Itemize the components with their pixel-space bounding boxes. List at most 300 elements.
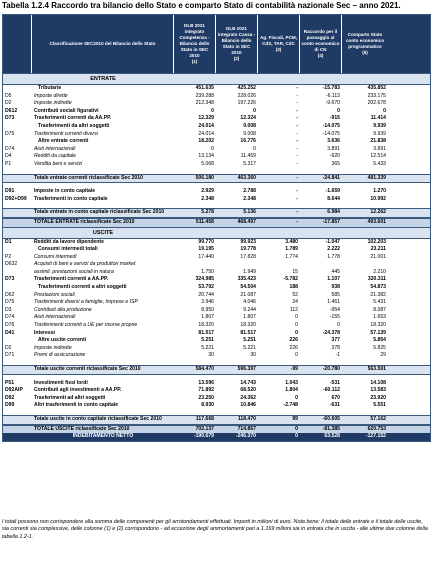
value-col3: 0 [295,433,298,440]
total-row [3,365,430,375]
value-col4: 585 [331,291,340,298]
row-label: Totale entrate correnti riclassificate Sec 2010 [34,174,143,181]
value-col3: - [296,188,298,195]
table-row [3,330,430,338]
value-col2: 0 [253,107,256,114]
value-col4: -620 [329,153,340,160]
table-row [3,123,430,131]
row-code: D4 [5,153,12,160]
row-label: Imposte dirette [34,92,68,99]
value-col3: 226 [289,344,298,351]
value-col1: 212.348 [195,100,214,107]
value-col5: -127.152 [365,433,386,440]
value-col2: 5.136 [243,209,256,216]
value-col3: 112 [289,306,298,313]
value-col2: 463.360 [237,174,256,181]
table-row [3,395,430,403]
table-row [3,153,430,161]
value-col1: 506.180 [195,174,214,181]
value-col2: 0 [253,145,256,152]
row-label: Consumi intermedi totali [38,246,98,253]
value-col3: - [296,107,298,114]
row-label: TOTALE USCITE riclassificate Sec 2010 [34,425,130,432]
value-col5: 620.753 [367,425,386,432]
row-label: Trasferimenti diversi a famiglie, Imprese e ISP [34,299,138,306]
value-col4: 378 [331,344,340,351]
value-col1: 324.985 [195,276,214,283]
value-col5: 320.311 [367,276,386,283]
row-code: D612 [5,107,18,114]
row-label: Acquisti di beni e servizi da produttori market [34,261,136,268]
value-col2: 81.517 [240,329,256,336]
table-row [3,402,430,410]
row-label: Trasferimenti correnti a AA.PP. [34,276,109,283]
value-col4: -81.385 [322,425,340,432]
value-col2: 16.776 [240,138,256,145]
value-col5: 1.270 [373,188,386,195]
value-col4: 2.222 [327,246,340,253]
table-row [3,307,430,315]
table-row [3,174,430,184]
header-col3: Ag. Fiscali, PCM, CdS, TAR, CdC (3) [258,15,300,73]
value-col2: 99.923 [240,238,256,245]
row-code: P2 [5,253,12,260]
row-label: Aiuti internazionali [34,314,76,321]
value-col1: 5.068 [201,160,214,167]
value-col1: 3.946 [201,299,214,306]
value-col5: 435.852 [367,85,386,91]
uscite-rows [3,239,430,361]
row-label: Trasferimenti ad altri soggetti [34,394,106,401]
value-col1: 2.348 [201,195,214,202]
value-col3: - [296,153,298,160]
row-code: D74 [5,314,15,321]
value-col3: 0 [295,314,298,321]
value-col4: -15.783 [322,85,340,91]
value-col2: 1.807 [243,314,256,321]
value-col1: 702.137 [195,425,214,432]
value-col2: 197.226 [237,100,256,107]
table-row [3,387,430,395]
value-col4: 63.528 [324,433,340,440]
value-col2: 12.324 [240,115,256,122]
value-col4: 445 [331,268,340,275]
value-col4: -14.075 [322,122,340,129]
table-row [3,269,430,277]
value-col2: 5.251 [243,337,256,344]
value-col4: 6.984 [327,209,340,216]
value-col5: 11.414 [370,115,386,122]
row-label: Altri trasferimenti in conto capitale [34,402,119,409]
header-col4: Raccordo per il passaggio al conto economico di CN (4) [300,15,342,73]
value-col2: 468.497 [237,218,256,225]
header-col2: DLB 2021 integrato Cassa - Bilancio dello Stato in SEC 2010 (2) [216,15,258,73]
row-code: D632 [5,261,18,268]
value-col2: 5.221 [243,344,256,351]
value-col5: 29 [380,352,386,359]
value-col3: -5.782 [283,276,298,283]
value-col1: 239.288 [195,92,214,99]
value-col3: 226 [289,337,298,344]
table-row [3,246,430,254]
value-col3: - [296,138,298,145]
value-col3: 0 [295,352,298,359]
table-row [3,345,430,353]
value-col2: -246.370 [235,433,256,440]
value-col4: 1.778 [327,253,340,260]
value-col1: 24.014 [198,122,214,129]
value-col4: 1.461 [327,299,340,306]
value-col2: 335.423 [237,276,256,283]
reconciliation-table [2,14,431,442]
total-row [3,415,430,425]
value-col1: 584.470 [195,366,214,372]
value-col4: -17.857 [322,218,340,225]
value-col4: 0 [337,107,340,114]
value-col5: 481.339 [367,174,386,181]
value-col5: 10.992 [370,195,386,202]
value-col5: 0 [383,107,386,114]
table-row [3,284,430,292]
value-col3: 1.789 [285,246,298,253]
row-code: D71 [5,352,15,359]
value-col4: 365 [331,160,340,167]
table-row [3,425,430,434]
value-col1: 5.251 [201,337,214,344]
value-col4: 377 [331,337,340,344]
value-col4: -1.047 [325,238,340,245]
row-code: D1 [5,238,12,245]
value-col2: 19.778 [240,246,256,253]
value-col2: 21.087 [240,291,256,298]
value-col5: 21.001 [370,253,386,260]
table-row [3,93,430,101]
value-col5: 57.162 [370,415,386,422]
table-row [3,131,430,139]
value-col4: 8.644 [327,195,340,202]
value-col2: 118.470 [237,415,256,422]
value-col1: 53.792 [198,284,214,291]
row-label: Contributi agli investimenti a AA.PP. [34,387,122,394]
table-row [3,100,430,108]
value-col3: - [296,92,298,99]
table-header [3,15,430,73]
row-code: D73 [5,276,15,283]
row-label: Totale uscite in conto capitale riclassificate Sec 2010 [34,415,162,422]
value-col1: 18.320 [198,322,214,329]
table-row [3,108,430,116]
value-col2: 54.504 [240,284,256,291]
value-col4: -60.112 [323,387,340,394]
value-col5: 21.838 [370,138,386,145]
grand-total-row [3,218,430,227]
value-col3: 15 [292,268,298,275]
value-col5: 102.203 [367,238,386,245]
row-label: Premi di assicurazione [34,352,86,359]
row-label: Totale uscite correnti riclassificate Sec 2010 [34,366,141,372]
table-row [3,115,430,123]
value-col1: 8.950 [201,306,214,313]
section-uscite [3,227,430,239]
value-col5: 493.601 [367,218,386,225]
row-code: D2 [5,100,12,107]
value-col2: 714.867 [237,425,256,432]
table-row [3,239,430,247]
section-entrate [3,73,430,85]
row-code: P51 [5,379,15,386]
value-col5: 23.211 [370,246,386,253]
value-col5: 5.551 [373,402,386,409]
value-col5: 233.175 [367,92,386,99]
value-col3: 0 [295,322,298,329]
value-col5: 3.891 [373,145,386,152]
table-row [3,337,430,345]
value-col3: - [296,218,298,225]
net-borrowing-row [3,433,430,441]
value-col2: 4.046 [243,299,256,306]
row-label: Tributarie [38,85,62,91]
table-title: Tabella 1.2.4 Raccordo tra bilancio dello Stato e comparto Stato di contabilità nazionale Sec – anno 2021. [2,1,401,10]
table-row [3,138,430,146]
value-col1: 5.278 [201,209,214,216]
table-row [3,188,430,196]
value-col1: 451.635 [195,85,214,91]
value-col2: 9.244 [243,306,256,313]
value-col4: 3.891 [327,145,340,152]
value-col4: -20.780 [322,366,340,372]
table-row [3,352,430,360]
row-code: D75 [5,299,15,306]
table-row [3,415,430,425]
grand-total-row [3,425,430,434]
table-row [3,208,430,218]
value-col5: 12.514 [370,153,386,160]
value-col3: 0 [295,394,298,401]
header-col1: DLB 2021 integrato Competenza - Bilancio dello Stato in SEC 2010 (1) [174,15,216,73]
row-label: Trasferimenti in conto capitale [34,195,108,202]
header-code [3,15,32,73]
header-col5: Comparto Stato conto economico programmatico (5) [345,32,385,55]
value-col1: 117.668 [195,415,214,422]
value-col5: 563.591 [367,366,386,372]
row-label: Redditi da lavoro dipendente [34,238,104,245]
value-col4: 938 [331,284,340,291]
row-label: Aiuti internazionali [34,145,76,152]
row-label: Altre entrate correnti [38,138,89,145]
row-label: Contributi alla produzione [34,306,92,313]
entrate-capitale-rows [3,188,430,203]
value-col2: 18.320 [240,322,256,329]
table-row [3,254,430,262]
row-label: TOTALE ENTRATE riclassificate Sec 2010 [34,218,135,225]
row-label: Imposte indirette [34,344,72,351]
value-col3: - [296,85,298,91]
total-row [3,208,430,218]
value-col3: - [296,195,298,202]
table-row [3,196,430,204]
value-col4: -155 [329,314,340,321]
value-col3: 0 [295,425,298,432]
value-col2: 5.317 [243,160,256,167]
value-col3: - [296,130,298,137]
value-col1: 23.250 [198,394,214,401]
value-col5: 202.678 [367,100,386,107]
value-col5: 2.210 [373,268,386,275]
value-col4: -24.378 [322,329,340,336]
value-col3: - [296,100,298,107]
value-col3: -99 [290,366,298,372]
value-col3: - [296,115,298,122]
table-row [3,292,430,300]
row-label: Trasferimenti correnti a UE per risorse proprie [34,322,138,329]
value-col3: - [296,160,298,167]
value-col2: 228.026 [237,92,256,99]
value-col1: 81.517 [198,329,214,336]
value-col2: 17.828 [240,253,256,260]
table-row [3,85,430,93]
value-col1: 13.134 [198,153,214,160]
row-code: D92 [5,394,15,401]
row-label: Trasferimenti correnti da AA.PP. [34,115,112,122]
value-col5: 1.653 [373,314,386,321]
value-col1: 511.458 [195,218,214,225]
row-label: Imposte in conto capitale [34,188,96,195]
value-col4: 0 [337,322,340,329]
row-label: Redditi da capitale [34,153,76,160]
value-col1: 18.202 [198,138,214,145]
value-col1: 20.744 [198,291,214,298]
value-col2: 10.846 [240,402,256,409]
value-col1: 12.329 [198,115,214,122]
value-col5: 8.087 [373,306,386,313]
value-col2: 9.008 [243,122,256,129]
value-col2: 24.362 [240,394,256,401]
table-row [3,161,430,169]
value-col5: 18.320 [370,322,386,329]
value-col4: -915 [329,115,340,122]
row-label: Trasferimenti da altri soggetti [38,122,110,129]
table-row [3,146,430,154]
value-col3: 1.774 [285,253,298,260]
row-code: D41 [5,329,15,336]
row-label: Altre uscite correnti [38,337,87,344]
value-col2: 9.008 [243,130,256,137]
value-col5: 9.939 [373,130,386,137]
value-col2: 2.348 [243,195,256,202]
section-label: ENTRATE [90,76,116,82]
row-label: Vendita beni e servizi [34,160,83,167]
value-col4: 670 [331,394,340,401]
uscite-capitale-rows [3,380,430,410]
row-label: INDEBITAMENTO NETTO [72,433,134,440]
row-code: D99 [5,402,15,409]
value-col1: 2.929 [201,188,214,195]
value-col1: 8.930 [201,402,214,409]
value-col4: -60.605 [322,415,340,422]
value-col5: 14.108 [370,379,386,386]
row-code: D73 [5,115,15,122]
row-code: D62 [5,291,15,298]
value-col5: 54.873 [370,284,386,291]
value-col3: 1.043 [285,379,298,386]
value-col3: 1.804 [285,387,298,394]
value-col1: 24.014 [198,130,214,137]
table-row [3,299,430,307]
value-col5: 12.262 [370,209,386,216]
value-col1: 71.892 [198,387,214,394]
row-label: Totale entrate in conto capitale riclassificate Sec 2010 [34,209,165,216]
row-label: Consumi intermedi [34,253,77,260]
value-col5: 5.433 [373,160,386,167]
value-col1: 19.195 [198,246,214,253]
value-col2: 68.520 [240,387,256,394]
row-label: Prestazioni sociali [34,291,75,298]
value-col4: -631 [329,402,340,409]
value-col4: -6.113 [325,92,340,99]
value-col1: 0 [211,107,214,114]
value-col1: 17.449 [198,253,214,260]
value-col4: -24.841 [322,174,340,181]
table-row [3,314,430,322]
row-code: D74 [5,145,15,152]
table-row [3,433,430,441]
total-row [3,174,430,184]
value-col4: -1.659 [325,188,340,195]
value-col3: 24 [292,299,298,306]
table-row [3,380,430,388]
value-col4: -9.670 [325,100,340,107]
value-col3: -2.748 [283,402,298,409]
table-row [3,365,430,375]
row-label: Contributi sociali figurativi [34,107,99,114]
section-label: USCITE [92,229,114,236]
value-col2: 425.252 [237,85,256,91]
value-col3: 99 [292,415,298,422]
value-col3: - [296,209,298,216]
table-row [3,218,430,227]
value-col2: 596.397 [237,366,256,372]
row-code: D75 [5,130,15,137]
table-row [3,276,430,284]
value-col4: -1 [335,352,340,359]
value-col1: 30 [208,352,214,359]
row-code: D92AIP [5,387,23,394]
row-code: D2 [5,344,12,351]
value-col1: 0 [211,145,214,152]
value-col5: 5.431 [373,299,386,306]
row-code: D3 [5,306,12,313]
value-col3: - [296,174,298,181]
value-col2: 14.743 [240,379,256,386]
value-col3: 3.480 [285,238,298,245]
row-code: D91 [5,188,15,195]
table-notes: I totali possono non corrispondere alla somma delle componenti per gli arrotondamenti effettuati. Importi in milioni di euro. Nota bene: il totale delle entrate e il totale delle uscite, sia correnti sia complessive, delle colonne (1) e (2) corrispondono - ad eccezione degli ammortamenti pari a 1.169 milioni sia in entrata che in uscita - alle ultime due colonne della tabella 1.2-1. [2,519,428,540]
value-col3: 52 [292,291,298,298]
value-col5: 13.583 [370,387,386,394]
value-col4: 3.636 [327,138,340,145]
row-code: P1 [5,160,12,167]
row-code: D92+D99 [5,195,27,202]
value-col5: 23.920 [370,394,386,401]
value-col5: 57.139 [370,329,386,336]
table-row [3,261,430,269]
value-col3: 0 [295,329,298,336]
value-col4: -954 [329,306,340,313]
value-col2: 2.788 [243,188,256,195]
value-col5: 9.939 [373,122,386,129]
value-col5: 21.382 [370,291,386,298]
value-col4: 1.107 [327,276,340,283]
